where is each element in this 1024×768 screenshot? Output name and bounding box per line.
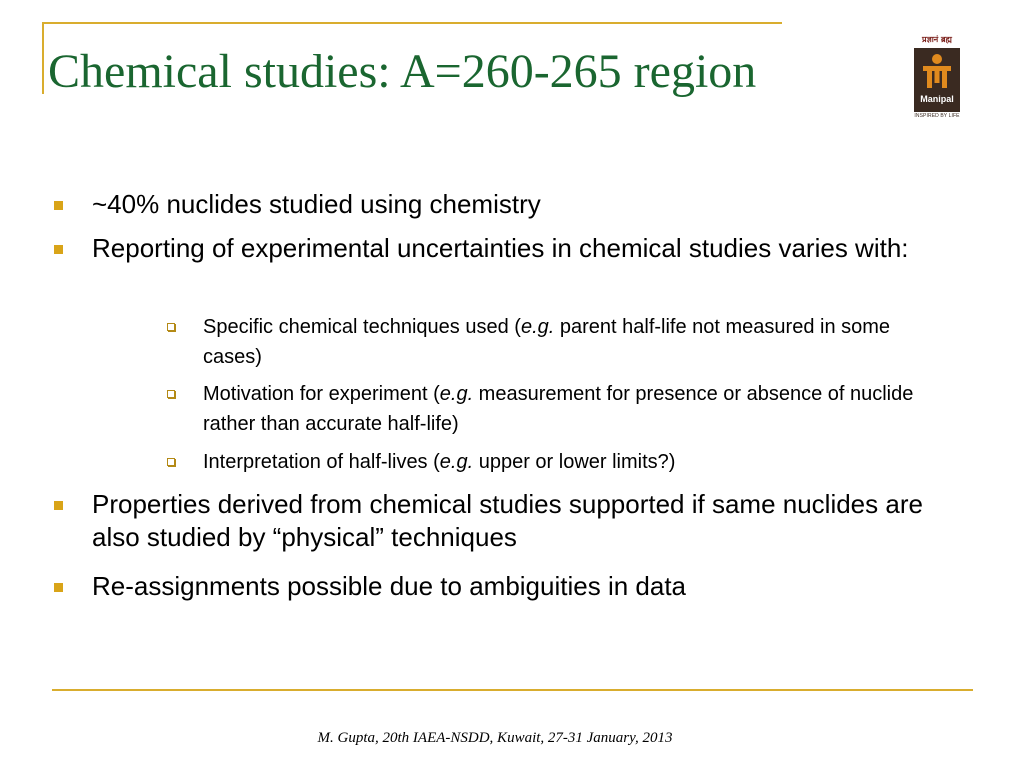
square-bullet-icon	[54, 501, 63, 510]
manipal-logo	[910, 34, 964, 122]
footer-rule	[52, 689, 973, 691]
hollow-square-bullet-icon	[167, 458, 175, 466]
sub-bullet-text-after: upper or lower limits?)	[473, 451, 676, 473]
sub-bullet-text-before: Motivation for experiment (	[203, 383, 440, 405]
title-frame-top-rule	[42, 22, 782, 24]
sub-bullet-item	[203, 447, 923, 477]
slide-title: Chemical studies: A=260-265 region	[48, 45, 757, 98]
bullet-item	[92, 188, 932, 221]
sub-bullet-item	[203, 379, 923, 439]
sub-bullet-text-after: parent half-life not measured in some cases)	[203, 316, 891, 368]
logo-tagline: INSPIRED BY LIFE	[914, 113, 960, 119]
bullet-text: ~40% nuclides studied using chemistry	[92, 189, 541, 219]
hollow-square-bullet-icon	[167, 323, 175, 331]
square-bullet-icon	[54, 245, 63, 254]
sub-bullet-eg: e.g.	[439, 383, 474, 405]
logo-emblem	[914, 48, 960, 112]
bullet-item	[92, 232, 932, 265]
square-bullet-icon	[54, 201, 63, 210]
title-frame-left-rule	[42, 22, 44, 94]
bullet-item	[92, 488, 932, 554]
sub-bullet-text-after: measurement for presence or absence of nuclide rather than accurate half-life)	[203, 383, 914, 435]
logo-name: Manipal	[920, 94, 954, 104]
slide-footer: M. Gupta, 20th IAEA-NSDD, Kuwait, 27-31 January, 2013	[317, 730, 673, 746]
bullet-text: Properties derived from chemical studies supported if same nuclides are also studied by “physical” techniques	[92, 489, 923, 552]
sub-bullet-item	[203, 312, 923, 372]
sub-bullet-eg: e.g.	[520, 316, 555, 338]
sub-bullet-eg: e.g.	[439, 451, 474, 473]
bullet-item	[92, 570, 932, 603]
bullet-text: Reporting of experimental uncertainties in chemical studies varies with:	[92, 233, 909, 263]
logo-figure-icon	[914, 48, 960, 94]
square-bullet-icon	[54, 583, 63, 592]
sub-bullet-text-before: Specific chemical techniques used (	[203, 316, 521, 338]
hollow-square-bullet-icon	[167, 390, 175, 398]
sub-bullet-text-before: Interpretation of half-lives (	[203, 451, 440, 473]
logo-motto: प्रज्ञानं ब्रह्म	[922, 35, 952, 44]
bullet-text: Re-assignments possible due to ambiguities in data	[92, 571, 687, 601]
